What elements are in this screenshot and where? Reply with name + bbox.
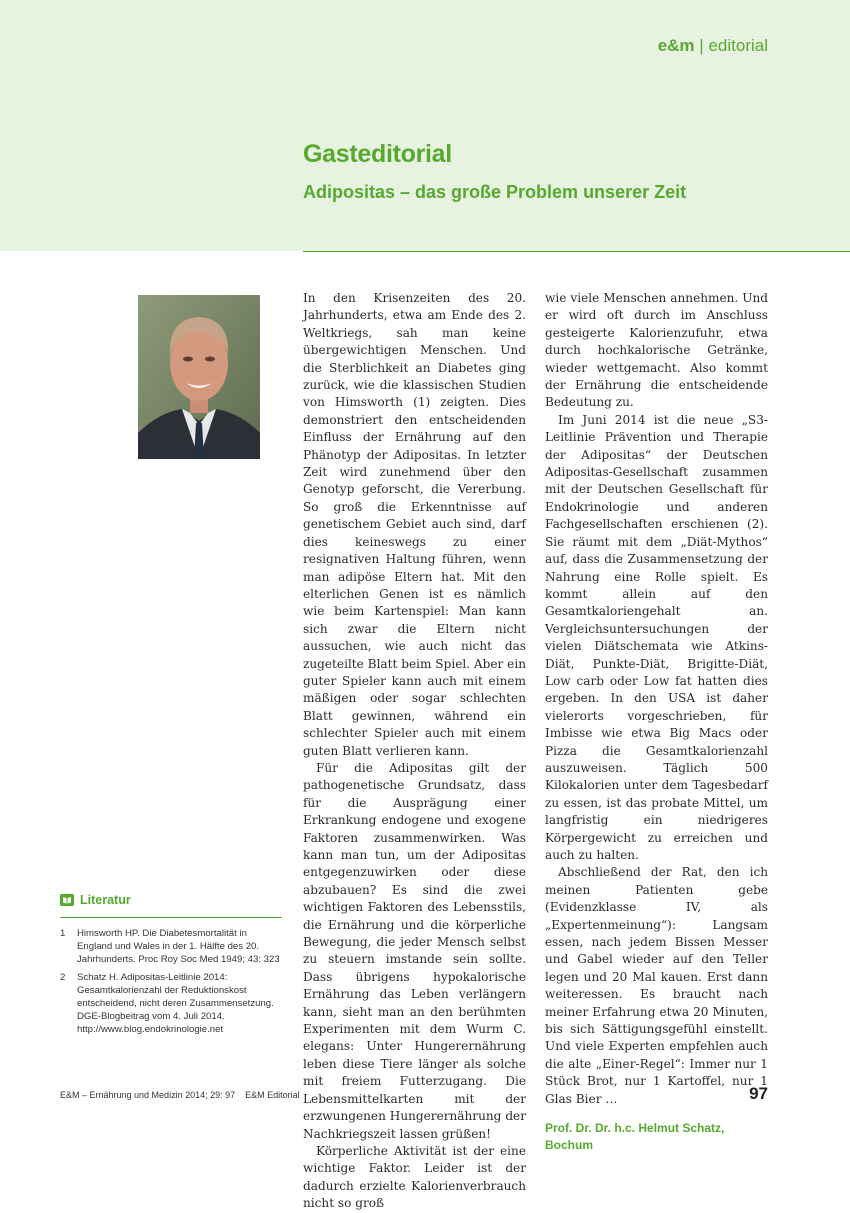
literature-heading <box>60 893 131 907</box>
reference-text: Schatz H. Adipositas-Leitlinie 2014: Gesamtkalorienzahl der Reduktionskost entscheidend, nicht deren Zusammensetzung. DGE-Blogbeitrag vom 4. Juli 2014. http://www.blog.endokrinologie.net <box>77 972 274 1035</box>
author-signature <box>545 1120 768 1154</box>
reference-list <box>60 928 282 1042</box>
author-location: Bochum <box>545 1138 593 1153</box>
literature-heading-label: Literatur <box>80 893 131 907</box>
article-subtitle: Adipositas – das große Problem unserer Zeit <box>303 182 687 202</box>
header-divider <box>303 251 850 252</box>
author-portrait <box>138 295 260 459</box>
footer-citation: E&M – Ernährung und Medizin 2014; 29: 97 E&M Editorial <box>60 1090 300 1100</box>
section-tag <box>658 36 768 56</box>
author-name: Prof. Dr. Dr. h.c. Helmut Schatz, <box>545 1121 725 1136</box>
paragraph: Im Juni 2014 ist die neue „S3-Leitlinie Prävention und Therapie der Adipositas“ der Deutschen Adipositas-Gesellschaft zusammen mit der Deutschen Gesellschaft für Endokrinologie und anderen Fachgesellschaften erschienen (2). Sie räumt mit dem „Diät-Mythos“ auf, dass die Zusammensetzung der Nahrung eine Rolle spielt. Es kommt allein auf den Gesamtkaloriengehalt an. Vergleichsuntersuchungen der vielen Diätschemata wie Atkins-Diät, Punkte-Diät, Brigitte-Diät, Low carb oder Low fat hatten dies ergeben. In den USA ist daher vielerorts vorgeschrieben, für Imbisse wie etwa Big Macs oder Pizza die Gesamtkalorienzahl auszuweisen. Täglich 500 Kilokalorien unter dem Tagesbedarf zu essen, ist das probate Mittel, um langfristig ein niedrigeres Körpergewicht zu erreichen und auch zu halten. <box>545 412 768 862</box>
article-column-2 <box>545 290 768 1154</box>
section-separator: | <box>699 36 704 55</box>
reference-text: Himsworth HP. Die Diabetesmortalität in England und Wales in der 1. Hälfte des 20. Jahrhunderts. Proc Roy Soc Med 1949; 43: 323 <box>77 928 280 965</box>
reference-number: 1 <box>60 928 66 939</box>
section-name: editorial <box>708 36 768 55</box>
paragraph: Abschließend der Rat, den ich meinen Patienten gebe (Evidenzklasse IV, als „Expertenmeinung“): Langsam essen, nach jedem Bissen Messer und Gabel wieder auf den Teller legen und 20 Mal kauen. Erst dann weiteressen. Es braucht nach meiner Erfahrung etwa 20 Minuten, bis sich Sättigungsgefühl einstellt. Und viele Experten empfehlen auch die alte „Einer-Regel“: Immer nur 1 Stück Brot, nur 1 Kartoffel, nur 1 Glas Bier … <box>545 865 768 1106</box>
reference-number: 2 <box>60 972 66 984</box>
reference-item <box>60 972 282 1036</box>
page-number: 97 <box>749 1084 768 1103</box>
reference-item <box>60 928 282 966</box>
article-column-1 <box>303 290 526 1213</box>
article-title: Gasteditorial <box>303 140 452 168</box>
journal-brand: e&m <box>657 36 695 55</box>
literature-divider <box>60 917 282 918</box>
paragraph: wie viele Menschen annehmen. Und er wird oft durch im Anschluss gesteigerte Kalorienzufuhr, etwa durch hochkalorische Getränke, wieder wettgemacht. Also kommt der Ernährung die entscheidende Bedeutung zu. <box>545 291 768 410</box>
paragraph: Körperliche Aktivität ist der eine wichtige Faktor. Leider ist der dadurch erzielte Kalorienverbrauch nicht so groß <box>303 1143 526 1211</box>
paragraph: In den Krisenzeiten des 20. Jahrhunderts, etwa am Ende des 2. Weltkriegs, sah man keine übergewichtigen Menschen. Und die Sterblichkeit an Diabetes ging zurück, wie die klassischen Studien von Himsworth (1) zeigten. Dies demonstriert den entscheidenden Einfluss der Ernährung auf den Phänotyp der Adipositas. In letzter Zeit wird zunehmend über den Genotyp geforscht, die Vererbung. So groß die Erkenntnisse auf genetischem Gebiet auch sind, darf dies keineswegs zu einer resignativen Haltung führen, wenn man adipöse Eltern hat. Mit den elterlichen Genen ist es nämlich wie beim Kartenspiel: Man kann sich zwar die Eltern nicht aussuchen, wie auch nicht das zugeteilte Blatt beim Spiel. Aber ein guter Spieler kann auch mit einem mäßigen oder sogar schlechten Blatt gewinnen, während ein schlechter Spieler auch mit einem guten Blatt verlieren kann. <box>303 291 526 758</box>
book-icon <box>60 894 74 906</box>
paragraph: Für die Adipositas gilt der pathogenetische Grundsatz, dass für die Ausprägung einer Erkrankung endogene und exogene Faktoren zusammenwirken. Was kann man tun, um der Adipositas entgegenzuwirken oder diese abzubauen? Es sind die zwei wichtigen Faktoren des Lebensstils, die Ernährung und die körperliche Bewegung, die jeder Mensch selbst zu steuern imstande sein sollte. Dass übrigens hypokalorische Ernährung das Leben verlängern kann, sieht man an den berühmten Experimenten mit dem Wurm C. elegans: Unter Hungerernährung leben diese Tiere länger als solche mit freiem Futterzugang. Die Lebensmittelkarten mit der erzwungenen Hungerernährung der Nachkriegszeit lassen grüßen! <box>303 760 526 1141</box>
